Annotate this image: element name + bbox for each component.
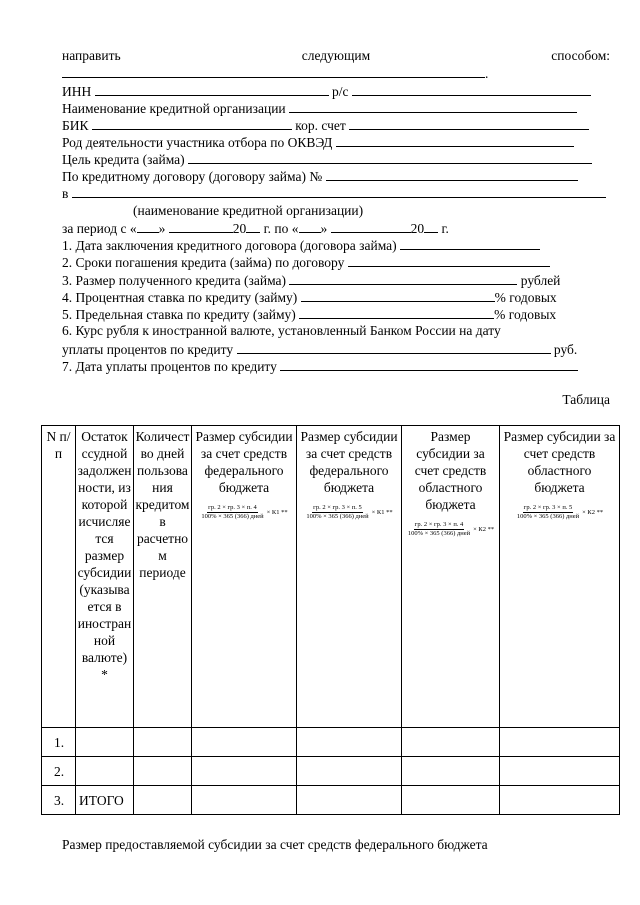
row-number: 3. xyxy=(42,786,76,815)
period-year-2: 20 xyxy=(410,221,425,236)
formula-multiplier: × К2 ** xyxy=(582,508,604,516)
bik-label: БИК xyxy=(62,118,89,133)
period-from-year[interactable] xyxy=(246,219,260,233)
table-cell[interactable] xyxy=(134,786,192,815)
period-year-1: 20 xyxy=(232,221,247,236)
bik-field[interactable] xyxy=(92,116,292,130)
period-from-day[interactable] xyxy=(137,219,159,233)
rs-field[interactable] xyxy=(352,82,591,96)
formula-denominator: 100% × 365 (366) дней xyxy=(407,530,471,537)
item-6-label: 6. Курс рубля к иностранной валюте, установленный Банком России на дату xyxy=(62,323,501,338)
kor-field[interactable] xyxy=(349,116,589,130)
table-caption: Таблица xyxy=(562,392,610,407)
item-5-unit: % годовых xyxy=(494,307,557,322)
purpose-label: Цель кредита (займа) xyxy=(62,152,185,167)
formula-reg-2 xyxy=(516,504,603,521)
header-days xyxy=(134,426,192,728)
header-reg-2 xyxy=(500,426,620,728)
item-6-field[interactable] xyxy=(237,340,551,354)
formula-reg-1 xyxy=(407,521,494,538)
formula-multiplier: × К1 ** xyxy=(266,508,288,516)
item-7-field[interactable] xyxy=(280,357,578,371)
item-1 xyxy=(62,236,610,253)
header-balance xyxy=(76,426,134,728)
row-number: 1. xyxy=(42,728,76,757)
bank-field[interactable] xyxy=(72,184,606,198)
period-from-label: за период с « xyxy=(62,221,137,236)
v-label: в xyxy=(62,186,69,201)
period-to-day[interactable] xyxy=(299,219,321,233)
rs-label: р/с xyxy=(332,84,349,99)
formula-denominator: 100% × 365 (366) дней xyxy=(306,513,369,520)
period-to-month[interactable] xyxy=(331,219,411,233)
item-4-unit: % годовых xyxy=(494,290,557,305)
contract-label: По кредитному договору (договору займа) № xyxy=(62,169,323,184)
purpose-field[interactable] xyxy=(188,150,592,164)
table-cell[interactable] xyxy=(134,757,192,786)
table-cell[interactable] xyxy=(297,728,402,757)
table-cell[interactable] xyxy=(297,786,402,815)
item-6-unit: руб. xyxy=(553,342,578,357)
inn-label: ИНН xyxy=(62,84,92,99)
header-num-text: N п/п xyxy=(46,429,71,461)
word-method: способом: xyxy=(551,48,610,63)
item-5-field[interactable] xyxy=(299,305,494,319)
bank-line xyxy=(62,184,610,201)
item-2-field[interactable] xyxy=(348,253,550,267)
table-header-row xyxy=(42,426,620,728)
table-cell[interactable] xyxy=(402,728,500,757)
contract-field[interactable] xyxy=(326,167,578,181)
item-7 xyxy=(62,357,610,374)
period-from-month[interactable] xyxy=(169,219,233,233)
table-cell[interactable] xyxy=(402,757,500,786)
period-to-year[interactable] xyxy=(424,219,438,233)
table-cell[interactable] xyxy=(402,786,500,815)
header-num xyxy=(42,426,76,728)
okved-field[interactable] xyxy=(336,133,574,147)
method-line xyxy=(62,47,610,64)
kor-label: кор. счет xyxy=(295,118,346,133)
word-send: направить xyxy=(62,48,121,63)
item-6 xyxy=(62,322,610,339)
footer-text: Размер предоставляемой субсидии за счет средств федерального бюджета xyxy=(62,837,488,852)
table-cell[interactable] xyxy=(500,786,620,815)
formula-fed-1 xyxy=(200,504,287,521)
table-cell[interactable] xyxy=(500,728,620,757)
header-fed-1-text: Размер субсидии за счет средств федерального бюджета xyxy=(195,429,293,495)
item-6-label-2: уплаты процентов по кредиту xyxy=(62,342,234,357)
period-quote-2: » xyxy=(320,221,328,236)
formula-numerator: гр. 2 × гр. 3 × п. 5 xyxy=(313,504,362,511)
table-row xyxy=(42,757,620,786)
table-cell[interactable] xyxy=(192,728,297,757)
item-5-label: 5. Предельная ставка по кредиту (займу) xyxy=(62,307,296,322)
item-4 xyxy=(62,288,610,305)
table-cell[interactable] xyxy=(500,757,620,786)
table-row xyxy=(42,728,620,757)
subsidy-table xyxy=(41,425,620,815)
item-3 xyxy=(62,271,610,288)
org-caption: (наименование кредитной организации) xyxy=(133,203,364,218)
formula-numerator: гр. 2 × гр. 3 × п. 5 xyxy=(523,504,573,511)
org-name-field[interactable] xyxy=(289,99,577,113)
table-cell[interactable] xyxy=(192,786,297,815)
formula-numerator: гр. 2 × гр. 3 × п. 4 xyxy=(414,521,464,528)
period-line xyxy=(62,219,610,236)
item-5 xyxy=(62,305,610,322)
period-year-suffix: г. xyxy=(441,221,449,236)
org-name-line xyxy=(62,99,610,116)
formula-fed-2 xyxy=(305,504,392,521)
header-days-text: Количество дней пользования кредитом в расчетном периоде xyxy=(135,429,190,580)
item-4-label: 4. Процентная ставка по кредиту (займу) xyxy=(62,290,298,305)
period-to-label: г. по « xyxy=(263,221,299,236)
header-fed-1 xyxy=(192,426,297,728)
inn-line xyxy=(62,82,610,99)
item-6-cont xyxy=(62,340,610,357)
item-2-label: 2. Сроки погашения кредита (займа) по договору xyxy=(62,255,345,270)
okved-line xyxy=(62,133,610,150)
item-4-field[interactable] xyxy=(301,288,495,302)
row-label[interactable] xyxy=(76,757,134,786)
header-reg-1-text: Размер субсидии за счет средств областного бюджета xyxy=(414,429,487,512)
item-1-field[interactable] xyxy=(400,236,540,250)
formula-multiplier: × К2 ** xyxy=(473,525,495,533)
purpose-line xyxy=(62,150,610,167)
org-name-label: Наименование кредитной организации xyxy=(62,101,286,116)
table-cell[interactable] xyxy=(297,757,402,786)
row-label: ИТОГО xyxy=(76,786,134,815)
header-fed-2-text: Размер субсидии за счет средств федерального бюджета xyxy=(300,429,398,495)
period-quote-1: » xyxy=(158,221,166,236)
table-row-total xyxy=(42,786,620,815)
method-field[interactable] xyxy=(62,64,485,78)
header-fed-2 xyxy=(297,426,402,728)
formula-denominator: 100% × 365 (366) дней xyxy=(516,513,580,520)
header-reg-1 xyxy=(402,426,500,728)
contract-line xyxy=(62,167,610,184)
word-following: следующим xyxy=(301,48,371,63)
row-label[interactable] xyxy=(76,728,134,757)
method-blank-line xyxy=(62,64,610,81)
row-number: 2. xyxy=(42,757,76,786)
formula-denominator: 100% × 365 (366) дней xyxy=(201,513,264,520)
item-3-label: 3. Размер полученного кредита (займа) xyxy=(62,273,287,288)
table-cell[interactable] xyxy=(134,728,192,757)
item-7-label: 7. Дата уплаты процентов по кредиту xyxy=(62,359,277,374)
header-balance-text: Остаток ссудной задолженности, из которой исчисляется размер субсидии (указывается в иностранной валюте) * xyxy=(77,429,132,682)
formula-multiplier: × К1 ** xyxy=(371,508,393,516)
item-3-unit: рублей xyxy=(520,273,561,288)
table-cell[interactable] xyxy=(192,757,297,786)
okved-label: Род деятельности участника отбора по ОКВЭД xyxy=(62,135,333,150)
item-3-field[interactable] xyxy=(289,271,517,285)
formula-numerator: гр. 2 × гр. 3 × п. 4 xyxy=(208,504,257,511)
header-reg-2-text: Размер субсидии за счет средств областного бюджета xyxy=(503,429,616,495)
item-2 xyxy=(62,253,610,270)
inn-field[interactable] xyxy=(95,82,329,96)
bik-line xyxy=(62,116,610,133)
period-mark: . xyxy=(485,66,489,81)
item-1-label: 1. Дата заключения кредитного договора (договора займа) xyxy=(62,238,397,253)
